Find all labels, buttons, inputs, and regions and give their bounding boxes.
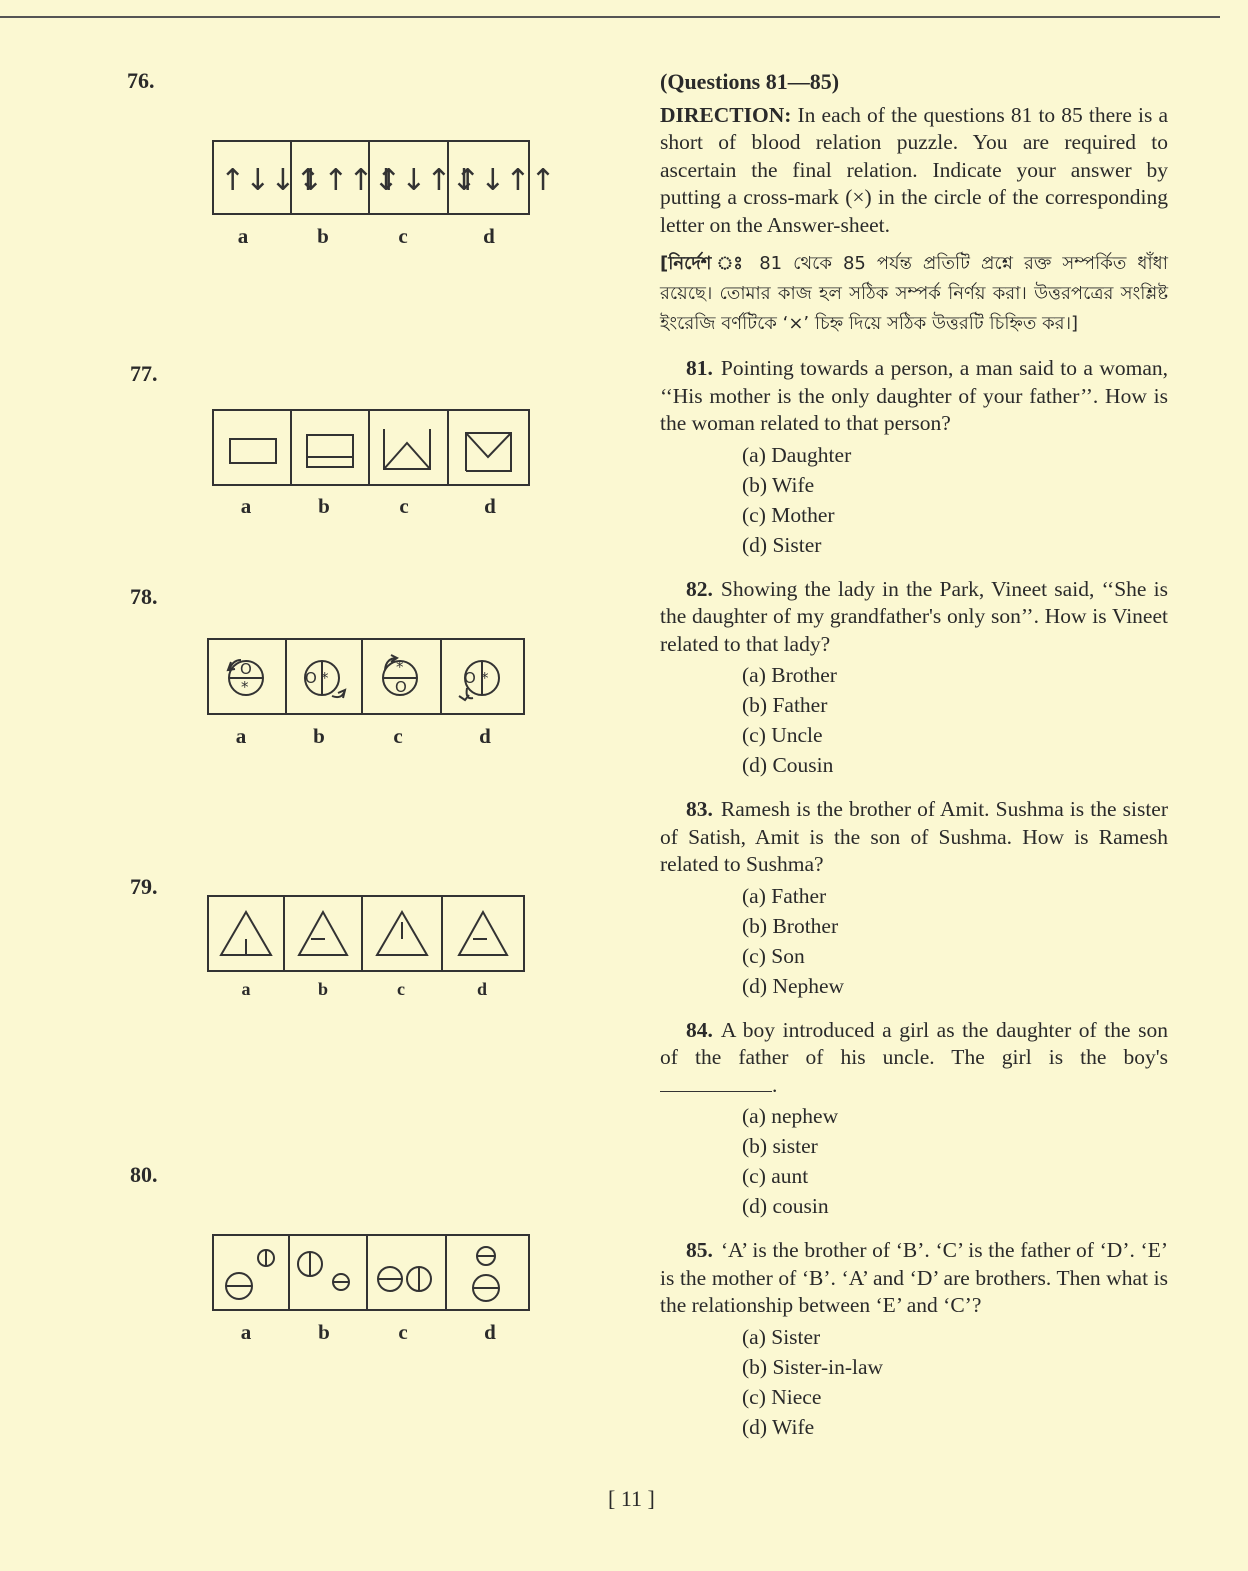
figure-78 [207, 638, 525, 716]
direction-label: DIRECTION: [660, 102, 792, 127]
figure-79 [207, 895, 525, 973]
letter-b: b [313, 724, 325, 748]
option-letters-76 [233, 224, 513, 248]
letter-b: b [317, 224, 329, 248]
figure-77 [212, 409, 530, 487]
question-number-78: 78. [130, 584, 158, 609]
option-d: (d) Wife [742, 1414, 815, 1439]
options-85 [742, 1322, 1168, 1442]
option-c: (c) Niece [742, 1384, 822, 1409]
letter-d: d [479, 724, 491, 748]
svg-text:*: * [481, 669, 489, 687]
option-letters-80 [236, 1320, 516, 1344]
letter-a: a [241, 979, 251, 999]
bengali-text: 81 থেকে 85 পর্যন্ত প্রতিটি প্রশ্নে রক্ত সম্পর্কিত ধাঁধা রয়েছে। তোমার কাজ হল সঠিক সম্পর্ক নির্ণয় করা। উত্তরপত্রের সংশ্লিষ্ট ইংরেজি বর্ণটিকে ‘×’ চিহ্ন দিয়ে সঠিক উত্তরটি চিহ্নিত কর।] [660, 253, 1168, 334]
svg-text:↑↓↑↑: ↑↓↑↑ [455, 163, 556, 198]
question-number-79: 79. [130, 874, 158, 899]
letter-c: c [399, 494, 409, 518]
question-number-76: 76. [127, 68, 155, 93]
letter-d: d [484, 1320, 496, 1344]
letter-a: a [235, 724, 247, 748]
option-b: (b) Brother [742, 913, 839, 938]
question-number: 83. [686, 797, 713, 821]
option-d: (d) Sister [742, 532, 822, 557]
option-b: (b) sister [742, 1134, 818, 1158]
option-a: (a) nephew [742, 1104, 839, 1128]
option-letters-77 [236, 494, 516, 518]
option-c: (c) Mother [742, 502, 835, 527]
question-text: Showing the lady in the Park, Vineet said, ‘‘She is the daughter of my grandfather's only son’’. How is Vineet related to that lady? [660, 576, 1168, 656]
question-text: ‘A’ is the brother of ‘B’. ‘C’ is the father of ‘D’. ‘E’ is the mother of ‘B’. ‘A’ and ‘D’ are brothers. Then what is the relationship between ‘E’ and ‘C’? [660, 1238, 1168, 1317]
option-c: (c) aunt [742, 1164, 809, 1188]
question-text-end: . [772, 1072, 778, 1097]
letter-c: c [398, 1320, 408, 1344]
option-a: (a) Daughter [742, 442, 852, 467]
options-83 [742, 881, 1168, 1001]
svg-text:↑↓↓↑: ↑↓↓↑ [220, 163, 321, 198]
figure-80 [212, 1234, 530, 1312]
letter-c: c [393, 724, 403, 748]
question-number-80: 80. [130, 1162, 158, 1187]
letter-a: a [240, 1320, 252, 1344]
option-c: (c) Uncle [742, 723, 823, 747]
svg-text:↑↓↑↓: ↑↓↑↓ [376, 163, 477, 198]
options-81 [742, 440, 1168, 560]
letter-a: a [240, 494, 252, 518]
figure-76 [212, 140, 556, 216]
section-title: (Questions 81—85) [660, 69, 840, 94]
question-82 [660, 576, 1168, 781]
page-number: [ 11 ] [608, 1486, 655, 1511]
question-text: Ramesh is the brother of Amit. Sushma is the sister of Satish, Amit is the son of Sushma. How is Ramesh related to Sushma? [660, 797, 1168, 876]
question-number: 82. [686, 576, 713, 601]
letter-c: c [398, 224, 408, 248]
option-d: (d) Cousin [742, 753, 834, 777]
svg-text:*: * [396, 658, 404, 676]
direction-paragraph [660, 102, 1168, 240]
letter-b: b [318, 1320, 330, 1344]
svg-text:↓↑↑↓: ↓↑↑↓ [298, 163, 399, 198]
letter-d: d [476, 979, 487, 999]
options-82 [742, 660, 1168, 780]
options-84 [742, 1101, 1168, 1221]
option-letters-79 [236, 979, 516, 1003]
option-d: (d) cousin [742, 1194, 829, 1218]
option-a: (a) Father [742, 883, 827, 908]
letter-d: d [483, 224, 495, 248]
svg-text:*: * [241, 678, 249, 696]
svg-text:*: * [321, 669, 329, 687]
question-number-77: 77. [130, 361, 158, 386]
option-d: (d) Nephew [742, 973, 845, 998]
letter-c: c [397, 979, 405, 999]
letter-b: b [317, 979, 328, 999]
option-letters-78 [231, 724, 511, 748]
top-rule [0, 16, 1220, 18]
question-number: 81. [686, 356, 713, 380]
svg-text:O: O [305, 669, 317, 687]
right-column [660, 68, 1168, 1442]
question-83 [660, 796, 1168, 1001]
question-text: A boy introduced a girl as the daughter of the son of the father of his uncle. The girl is the boy's [660, 1017, 1168, 1069]
option-c: (c) Son [742, 943, 805, 968]
option-a: (a) Sister [742, 1324, 821, 1349]
question-84 [660, 1017, 1168, 1222]
question-number: 85. [686, 1238, 713, 1262]
letter-a: a [237, 224, 249, 248]
svg-text:O: O [395, 678, 407, 696]
answer-blank [660, 1073, 772, 1092]
question-text: Pointing towards a person, a man said to a woman, ‘‘His mother is the only daughter of your father’’. How is the woman related to that person? [660, 356, 1168, 435]
question-85 [660, 1237, 1168, 1442]
question-number: 84. [686, 1017, 713, 1042]
option-b: (b) Wife [742, 472, 815, 497]
direction-text: In each of the questions 81 to 85 there is a short of blood relation puzzle. You are required to ascertain the final relation. Indicate your answer by putting a cross-mark (×) in the circle of the corresponding letter on the Answer-sheet. [660, 102, 1168, 237]
letter-b: b [318, 494, 330, 518]
svg-text:O: O [464, 669, 476, 687]
bengali-direction [660, 249, 1168, 339]
bengali-label: [নির্দেশ ঃ [660, 253, 749, 274]
option-a: (a) Brother [742, 663, 837, 687]
option-b: (b) Father [742, 693, 828, 717]
option-b: (b) Sister-in-law [742, 1354, 884, 1379]
svg-text:O: O [240, 660, 252, 678]
letter-d: d [484, 494, 496, 518]
question-81 [660, 355, 1168, 560]
